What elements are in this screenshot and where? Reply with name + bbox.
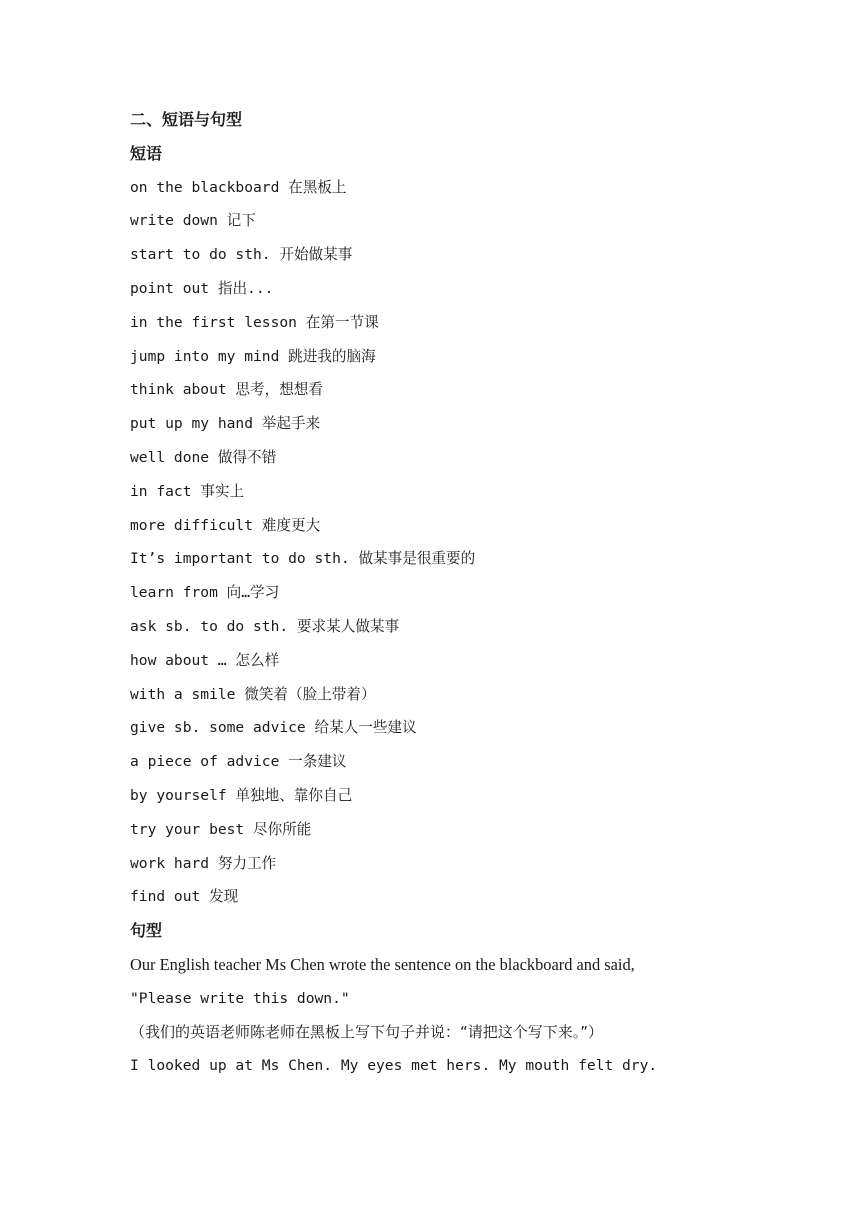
phrase-item: write down 记下: [130, 212, 256, 230]
phrase-item: point out 指出...: [130, 279, 274, 297]
sentence-line: "Please write this down.": [130, 989, 350, 1007]
phrase-item: It’s important to do sth. 做某事是很重要的: [130, 550, 476, 568]
phrase-item: how about … 怎么样: [130, 651, 280, 669]
phrase-item: more difficult 难度更大: [130, 516, 321, 534]
sentences-heading: 句型: [130, 921, 163, 941]
phrase-item: in fact 事实上: [130, 482, 245, 500]
phrase-item: think about 思考，想想看: [130, 381, 323, 399]
phrase-item: put up my hand 举起手来: [130, 415, 321, 433]
phrase-item: by yourself 单独地、靠你自己: [130, 786, 353, 804]
sentence-line: Our English teacher Ms Chen wrote the sentence on the blackboard and said,: [130, 954, 635, 974]
section-title: 二、短语与句型: [130, 110, 243, 129]
phrase-item: find out 发现: [130, 888, 239, 906]
phrases-heading: 短语: [130, 143, 163, 163]
phrase-list: [130, 171, 770, 915]
phrase-item: jump into my mind 跳进我的脑海: [130, 347, 376, 365]
phrase-item: ask sb. to do sth. 要求某人做某事: [130, 617, 400, 635]
phrase-item: a piece of advice 一条建议: [130, 753, 347, 771]
phrase-item: on the blackboard 在黑板上: [130, 178, 347, 196]
sentence-list: [130, 948, 770, 1083]
phrase-item: give sb. some advice 给某人一些建议: [130, 719, 417, 737]
document-body: [130, 103, 770, 1083]
phrase-item: try your best 尽你所能: [130, 820, 312, 838]
phrase-item: learn from 向…学习: [130, 584, 280, 602]
phrase-item: work hard 努力工作: [130, 854, 277, 872]
phrase-item: start to do sth. 开始做某事: [130, 246, 353, 264]
sentence-line: I looked up at Ms Chen. My eyes met hers. My mouth felt dry.: [130, 1057, 658, 1075]
phrase-item: well done 做得不错: [130, 448, 277, 466]
sentence-translation: （我们的英语老师陈老师在黑板上写下句子并说：“请把这个写下来。”）: [130, 1022, 604, 1041]
phrase-item: in the first lesson 在第一节课: [130, 313, 379, 331]
phrase-item: with a smile 微笑着（脸上带着）: [130, 685, 376, 703]
